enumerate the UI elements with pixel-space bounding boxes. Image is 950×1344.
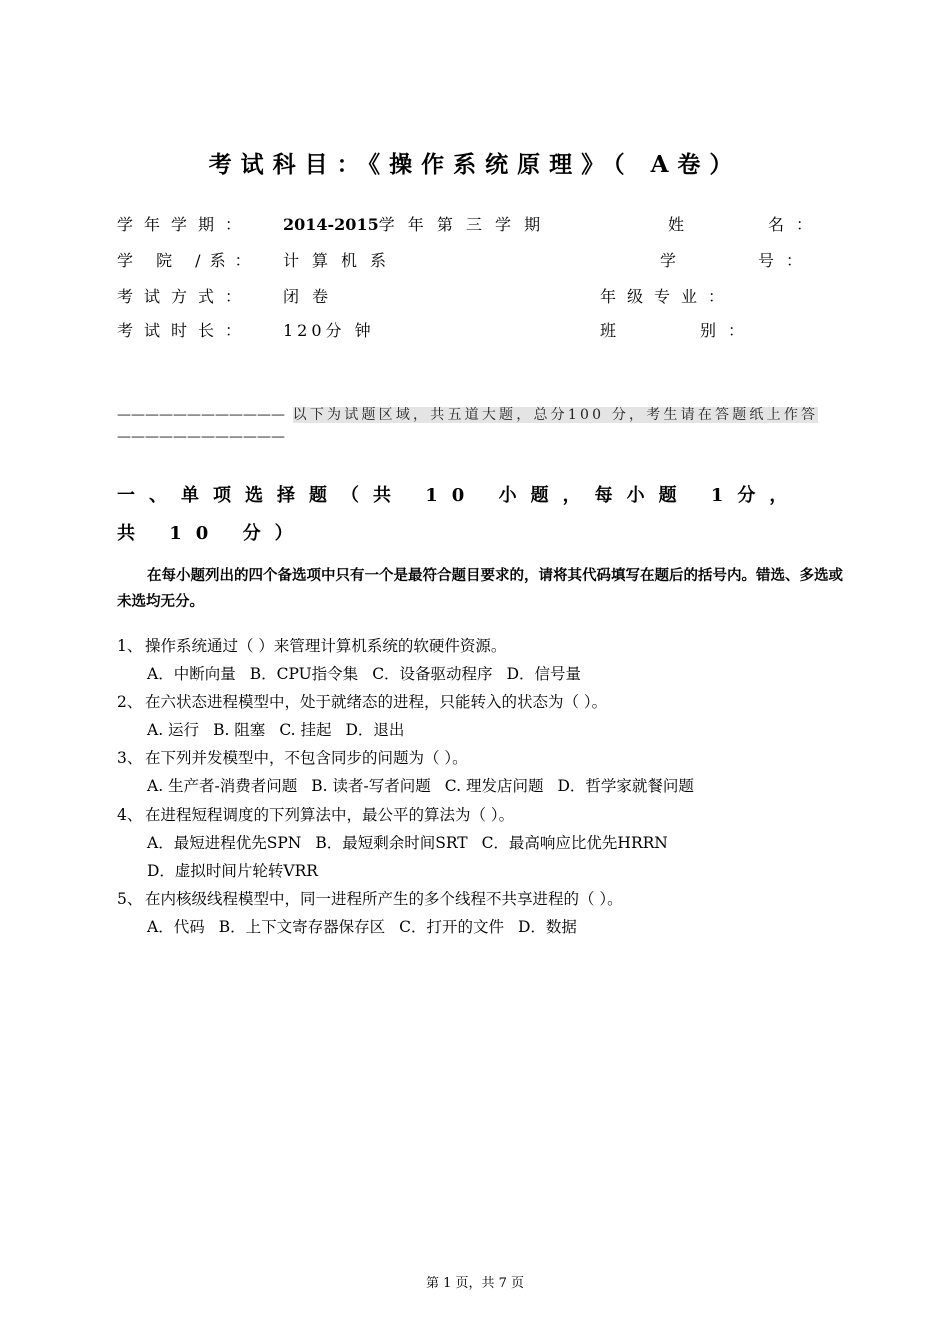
- class-label-2: 别：: [700, 321, 757, 340]
- id-label: 学: [660, 251, 677, 270]
- term-label: 学年学期：: [117, 215, 253, 234]
- id-label-2: 号：: [758, 251, 815, 270]
- question-5: [117, 887, 623, 909]
- page-footer: 第 1 页，共 7 页: [425, 1276, 525, 1291]
- option-a: A．代码: [147, 918, 205, 936]
- name-label: 姓: [668, 215, 685, 234]
- option-b: B. 读者-写者问题: [311, 777, 431, 795]
- option-b: B. 阻塞: [213, 721, 266, 739]
- question-number: 1、: [117, 637, 143, 655]
- question-number: 3、: [117, 749, 143, 767]
- option-a: A．中断向量: [147, 665, 236, 683]
- question-1-options: [147, 662, 595, 684]
- option-d: D．退出: [345, 721, 405, 739]
- question-5-options: [147, 915, 591, 937]
- option-d: D．虚拟时间片轮转VRR: [147, 862, 318, 880]
- duration-value: 120分 钟: [283, 321, 375, 340]
- exam-notice: [117, 404, 839, 448]
- option-c: C．打开的文件: [399, 918, 504, 936]
- method-label: 考试方式：: [117, 287, 253, 306]
- section-instruction: 在每小题列出的四个备选项中只有一个是最符合题目要求的，请将其代码填写在题后的括号内。错选、多选或未选均无分。: [117, 567, 843, 610]
- class-label: 班: [600, 321, 617, 340]
- method-value: 闭卷: [283, 287, 342, 306]
- term-year: 2014-2015: [283, 215, 379, 234]
- question-2-options: [147, 718, 418, 740]
- college-value: 计算机系: [283, 251, 400, 270]
- question-text: 在六状态进程模型中，处于就绪态的进程，只能转入的状态为（ ）。: [145, 693, 608, 711]
- option-d: D．哲学家就餐问题: [557, 777, 694, 795]
- term-rest: 学 年 第 三 学 期: [378, 215, 545, 234]
- section-heading: 一、单项选择题（共 10 小题，每小题 1分，共 10 分）: [117, 485, 802, 544]
- option-d: D．信号量: [506, 665, 581, 683]
- question-1: [117, 634, 506, 656]
- question-3-options: [147, 774, 708, 796]
- question-4-options: [147, 831, 682, 853]
- option-c: C. 挂起: [279, 721, 332, 739]
- question-2: [117, 690, 607, 712]
- question-number: 4、: [117, 806, 143, 824]
- option-c: C．设备驱动程序: [372, 665, 493, 683]
- question-text: 在下列并发模型中，不包含同步的问题为（ ）。: [145, 749, 468, 767]
- option-a: A. 生产者-消费者问题: [147, 777, 298, 795]
- term-value: [283, 212, 544, 235]
- question-4: [117, 803, 514, 825]
- info-row-term: [117, 212, 252, 235]
- notice-text: 以下为试题区域，共五道大题，总分100 分，考生请在答题纸上作答: [292, 407, 819, 423]
- question-number: 2、: [117, 693, 143, 711]
- option-b: B．上下文寄存器保存区: [218, 918, 386, 936]
- option-d: D．数据: [517, 918, 577, 936]
- exam-title: 考试科目：《操作系统原理》（ A卷）: [208, 151, 742, 178]
- option-c: C. 理发店问题: [444, 777, 544, 795]
- notice-dashes-right: ————————————: [117, 429, 285, 445]
- question-3: [117, 746, 468, 768]
- college-label: 学 院 /系：: [117, 251, 260, 270]
- question-text: 在进程短程调度的下列算法中，最公平的算法为（ ）。: [145, 806, 515, 824]
- option-b: B．CPU指令集: [249, 665, 359, 683]
- option-a: A．最短进程优先SPN: [147, 834, 302, 852]
- name-label-2: 名：: [768, 215, 825, 234]
- question-text: 在内核级线程模型中，同一进程所产生的多个线程不共享进程的（ ）。: [145, 890, 623, 908]
- option-a: A. 运行: [147, 721, 200, 739]
- duration-label: 考试时长：: [117, 321, 253, 340]
- option-c: C．最高响应比优先HRRN: [481, 834, 668, 852]
- option-b: B．最短剩余时间SRT: [315, 834, 468, 852]
- notice-dashes-left: ————————————: [117, 407, 285, 423]
- question-number: 5、: [117, 890, 143, 908]
- question-text: 操作系统通过（ ）来管理计算机系统的软硬件资源。: [145, 637, 507, 655]
- major-label: 年级专业：: [600, 287, 736, 306]
- question-4-options-line2: [147, 859, 332, 881]
